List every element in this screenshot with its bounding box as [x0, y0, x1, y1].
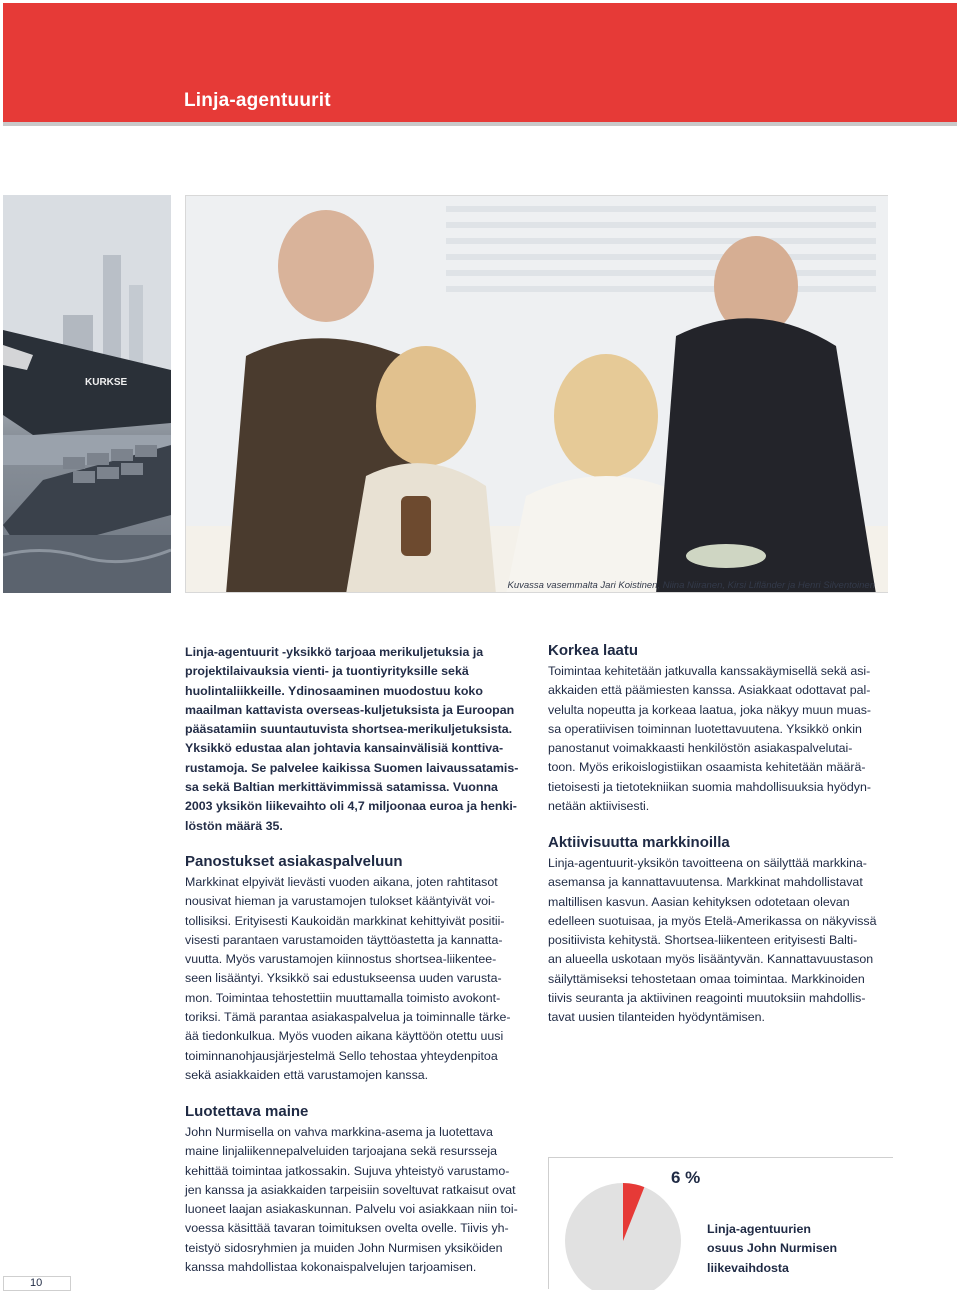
- body-line: asemansa ja kannattavuutensa. Markkinat mahdollistavat: [548, 875, 863, 890]
- section-body: [548, 662, 893, 816]
- section-aktiivi: [548, 833, 893, 1028]
- section-korkea: [548, 641, 893, 816]
- photo-caption: Kuvassa vasemmalta Jari Koistinen, Niina Niiranen, Kirsi Lifländer ja Henri Silventoinen: [507, 580, 875, 591]
- intro-line: huolintaliikkeille. Ydinosaaminen muodostuu koko: [185, 683, 483, 698]
- ship-name-text: KURKSE: [85, 377, 128, 388]
- body-line: akkaiden että päämiesten kanssa. Asiakkaat odottavat pal-: [548, 683, 871, 698]
- body-line: maltillisen kasvun. Aasian kehityksen odotetaan olevan: [548, 894, 850, 909]
- share-value-label: 6 %: [671, 1168, 701, 1187]
- body-line: toiminnanohjausjärjestelmä Sello tehostaa yhteydenpitoa: [185, 1048, 498, 1063]
- intro-line: rustamoja. Se palvelee kaikissa Suomen laivaussatamis-: [185, 760, 519, 775]
- chart-caption-line: Linja-agentuurien: [707, 1222, 811, 1236]
- section-body: [185, 873, 530, 1085]
- ship-photo: [3, 195, 171, 593]
- chart-caption: [707, 1220, 877, 1278]
- intro-line: pääsatamiin suuntautuvista shortsea-merikuljetuksista.: [185, 722, 513, 737]
- intro-line: 2003 yksikön liikevaihto oli 4,7 miljoonaa euroa ja henki-: [185, 799, 517, 814]
- section-panostukset: [185, 852, 530, 1085]
- section-heading: Panostukset asiakaspalveluun: [185, 853, 403, 870]
- body-line: Markkinat elpyivät lievästi vuoden aikana, joten rahtitasot: [185, 875, 498, 889]
- section-heading: Luotettava maine: [185, 1103, 309, 1120]
- body-line: ää tiedonkulkua. Myös vuoden aikana käyttöön otettu uusi: [185, 1029, 504, 1044]
- team-photo: [185, 195, 888, 593]
- body-line: jen kanssa ja asiakkaiden tarpeisiin soveltuvat ratkaisut ovat: [185, 1182, 516, 1197]
- intro-line: projektilaivauksia vienti- ja tuontiyrityksille sekä: [185, 664, 469, 679]
- body-line: positiivista kehitystä. Shortsea-liikenteen erityisesti Balti-: [548, 933, 858, 948]
- section-body: [185, 1123, 530, 1277]
- body-line: vuutta. Myös varustamojen kiinnostus shortsea-liikentee-: [185, 952, 497, 967]
- body-line: sa operatiivisen toiminnan luotettavuutena. Yksikkö onkin: [548, 721, 862, 736]
- body-line: tavat uusien tilanteiden hyödyntämisen.: [548, 1010, 765, 1025]
- section-heading: Aktiivisuutta markkinoilla: [548, 834, 730, 851]
- body-line: Toimintaa kehitetään jatkuvalla kanssakäymisellä sekä asi-: [548, 664, 871, 678]
- chart-caption-line: liikevaihdosta: [707, 1260, 789, 1275]
- body-line: panostanut voimakkaasti henkilöstön asiakaspalvelutai-: [548, 741, 853, 756]
- intro-line: Linja-agentuurit -yksikkö tarjoaa merikuljetuksia ja: [185, 645, 484, 659]
- intro-line: sa sekä Baltian merkittävimmissä satamissa. Vuonna: [185, 780, 498, 795]
- body-line: John Nurmisella on vahva markkina-asema ja luotettava: [185, 1125, 493, 1139]
- body-line: säilyttämiseksi tehostetaan omaa toimintaa. Markkinoiden: [548, 971, 865, 986]
- body-line: velulta nopeutta ja korkeaa laatua, joka näkyy muun muas-: [548, 702, 872, 717]
- header-banner: [3, 3, 957, 126]
- team-illustration: [186, 196, 888, 593]
- body-line: sekä asiakkaiden että varustamojen kanssa.: [185, 1067, 429, 1082]
- body-line: visesti parantaen varustamoiden täyttöastetta ja kannatta-: [185, 932, 503, 947]
- body-line: netään aktiivisesti.: [548, 799, 650, 814]
- intro-line: maailman kattavista overseas-kuljetuksista ja Euroopan: [185, 702, 515, 717]
- body-line: Linja-agentuurit-yksikön tavoitteena on säilyttää markkina-: [548, 856, 867, 870]
- ship-illustration: [3, 195, 171, 593]
- body-line: an alueella uskotaan myös lisääntyvän. Kannattavuustason: [548, 952, 874, 967]
- body-line: luoneet laajan asiakaskunnan. Palvelu voi asiakkaan niin toi-: [185, 1202, 518, 1217]
- body-line: teistyö sidosryhmien ja muiden John Nurmisen yksiköiden: [185, 1240, 503, 1255]
- section-body: [548, 854, 893, 1028]
- page-number: 10: [3, 1276, 71, 1291]
- chart-caption-line: osuus John Nurmisen: [707, 1241, 838, 1256]
- page-title: Linja-agentuurit: [184, 90, 331, 111]
- body-line: toon. Myös erikoislogistiikan osaamista kehitetään määrä-: [548, 760, 866, 775]
- body-line: tollisiksi. Erityisesti Kaukoidän markkinat kehittyivät positii-: [185, 913, 505, 928]
- body-line: mon. Toimintaa tehostettiin muuttamalla toimisto avokont-: [185, 990, 501, 1005]
- section-heading: Korkea laatu: [548, 642, 639, 659]
- body-line: kanssa mahdollistaa kokonaispalvelujen tarjoamisen.: [185, 1260, 477, 1275]
- body-line: seen lisääntyi. Yksikkö sai edustukseensa uuden varusta-: [185, 971, 502, 986]
- intro-paragraph: [185, 643, 530, 836]
- body-line: kehittää toimintaa jatkossakin. Sujuva yhteistyö varustamo-: [185, 1163, 510, 1178]
- body-line: tietoisesti ja tietotekniikan suomia mahdollisuuksia hyödyn-: [548, 779, 872, 794]
- body-line: toriksi. Tämä parantaa asiakaspalvelua ja toiminnalle tärke-: [185, 1010, 511, 1025]
- body-line: nousivat hieman ja varustamojen tulokset kääntyivät voi-: [185, 894, 495, 909]
- share-chart: [548, 1157, 893, 1289]
- body-line: voessa käsittää tavaran toimituksen ovelta ovelle. Tiivis yh-: [185, 1221, 509, 1236]
- body-line: maine linjaliikennepalveluiden tarjoajana sekä resursseja: [185, 1144, 498, 1159]
- body-line: edelleen suotuisaa, ja myös Etelä-Amerikassa on näkyvissä: [548, 913, 877, 928]
- section-luotettava: [185, 1102, 530, 1277]
- intro-line: Yksikkö edustaa alan johtavia kansainvälisiä konttiva-: [185, 741, 504, 756]
- intro-line: löstön määrä 35.: [185, 818, 283, 833]
- body-line: tiivis seuranta ja aktiivinen reagointi muutoksiin mahdollis-: [548, 991, 866, 1006]
